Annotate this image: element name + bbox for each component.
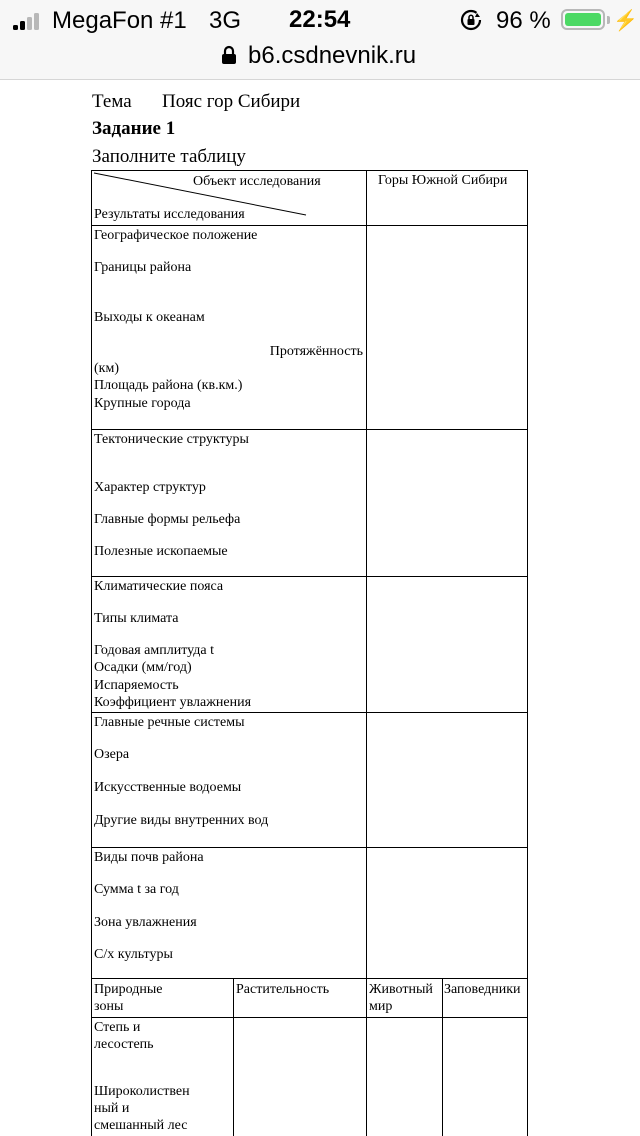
row-divider [91,429,528,430]
table-row-label: Протяжённость [269,344,363,359]
table-row-label: (км) [94,361,119,376]
zones-header-cell: Животный [369,982,433,997]
table-row-label: Коэффициент увлажнения [94,695,252,710]
document-page [0,80,640,1136]
zone-label: лесостепь [94,1037,154,1052]
zones-header-cell: Растительность [236,982,330,997]
network-type: 3G [209,7,242,34]
battery-percentage: 96 % [496,7,551,34]
address-bar[interactable] [0,40,640,80]
header-object: Объект исследования [193,174,321,189]
battery-icon [561,9,605,30]
table-row-label: Климатические пояса [94,579,224,594]
table-row-label: Тектонические структуры [94,432,249,447]
zone-label: Широколиствен [94,1084,190,1099]
zones-column-divider [442,978,443,1136]
table-border-right [527,170,528,1136]
table-row-label: С/х культуры [94,947,173,962]
table-row-label: Площадь района (кв.км.) [94,378,243,393]
header-results: Результаты исследования [94,207,245,222]
table-row-label: Годовая амплитуда t [94,643,214,658]
table-row-label: Осадки (мм/год) [94,660,192,675]
table-row-label: Сумма t за год [94,882,179,897]
zones-header-cell: зоны [94,999,124,1014]
header-column: Горы Южной Сибири [378,173,508,188]
row-divider [91,576,528,577]
url-text[interactable]: b6.csdnevnik.ru [248,42,417,69]
instruction: Заполните таблицу [92,146,246,167]
zone-label: ный и [94,1101,130,1116]
table-row-label: Виды почв района [94,850,204,865]
rotation-lock-icon [460,9,482,31]
clock: 22:54 [289,6,351,33]
table-row-label: Полезные ископаемые [94,544,228,559]
table-row-label: Главные речные системы [94,715,245,730]
zones-header-cell: Природные [94,982,163,997]
zones-column-divider [233,978,234,1136]
charging-bolt-icon: ⚡ [613,10,638,32]
table-row-label: Географическое положение [94,228,258,243]
carrier-name: MegaFon #1 [52,7,187,34]
table-row-label: Границы района [94,260,192,275]
row-divider [91,1017,528,1018]
topic-label: Тема [92,91,132,112]
row-divider [91,712,528,713]
table-row-label: Выходы к океанам [94,310,205,325]
table-row-label: Крупные города [94,396,191,411]
table-row-label: Зона увлажнения [94,915,197,930]
table-border-left [91,170,92,1136]
zone-label: Степь и [94,1020,141,1035]
task-title: Задание 1 [92,118,176,139]
topic-value: Пояс гор Сибири [162,91,301,112]
battery-tip [607,16,610,24]
zone-label: смешанный лес [94,1118,188,1133]
table-row-label: Испаряемость [94,678,179,693]
zones-header-cell: Заповедники [444,982,521,997]
signal-bars-icon [13,12,47,30]
column-divider [366,170,367,979]
table-row-label: Типы климата [94,611,179,626]
table-row-label: Главные формы рельефа [94,512,241,527]
table-row-label: Искусственные водоемы [94,780,242,795]
row-divider [91,847,528,848]
table-row-label: Характер структур [94,480,206,495]
zones-header-cell: мир [369,999,393,1014]
battery-level [565,13,601,26]
row-divider [91,978,528,979]
table-row-label: Другие виды внутренних вод [94,813,269,828]
table-row-label: Озера [94,747,130,762]
status-bar [0,0,640,40]
zones-column-divider [366,978,367,1136]
padlock-icon [221,45,237,65]
